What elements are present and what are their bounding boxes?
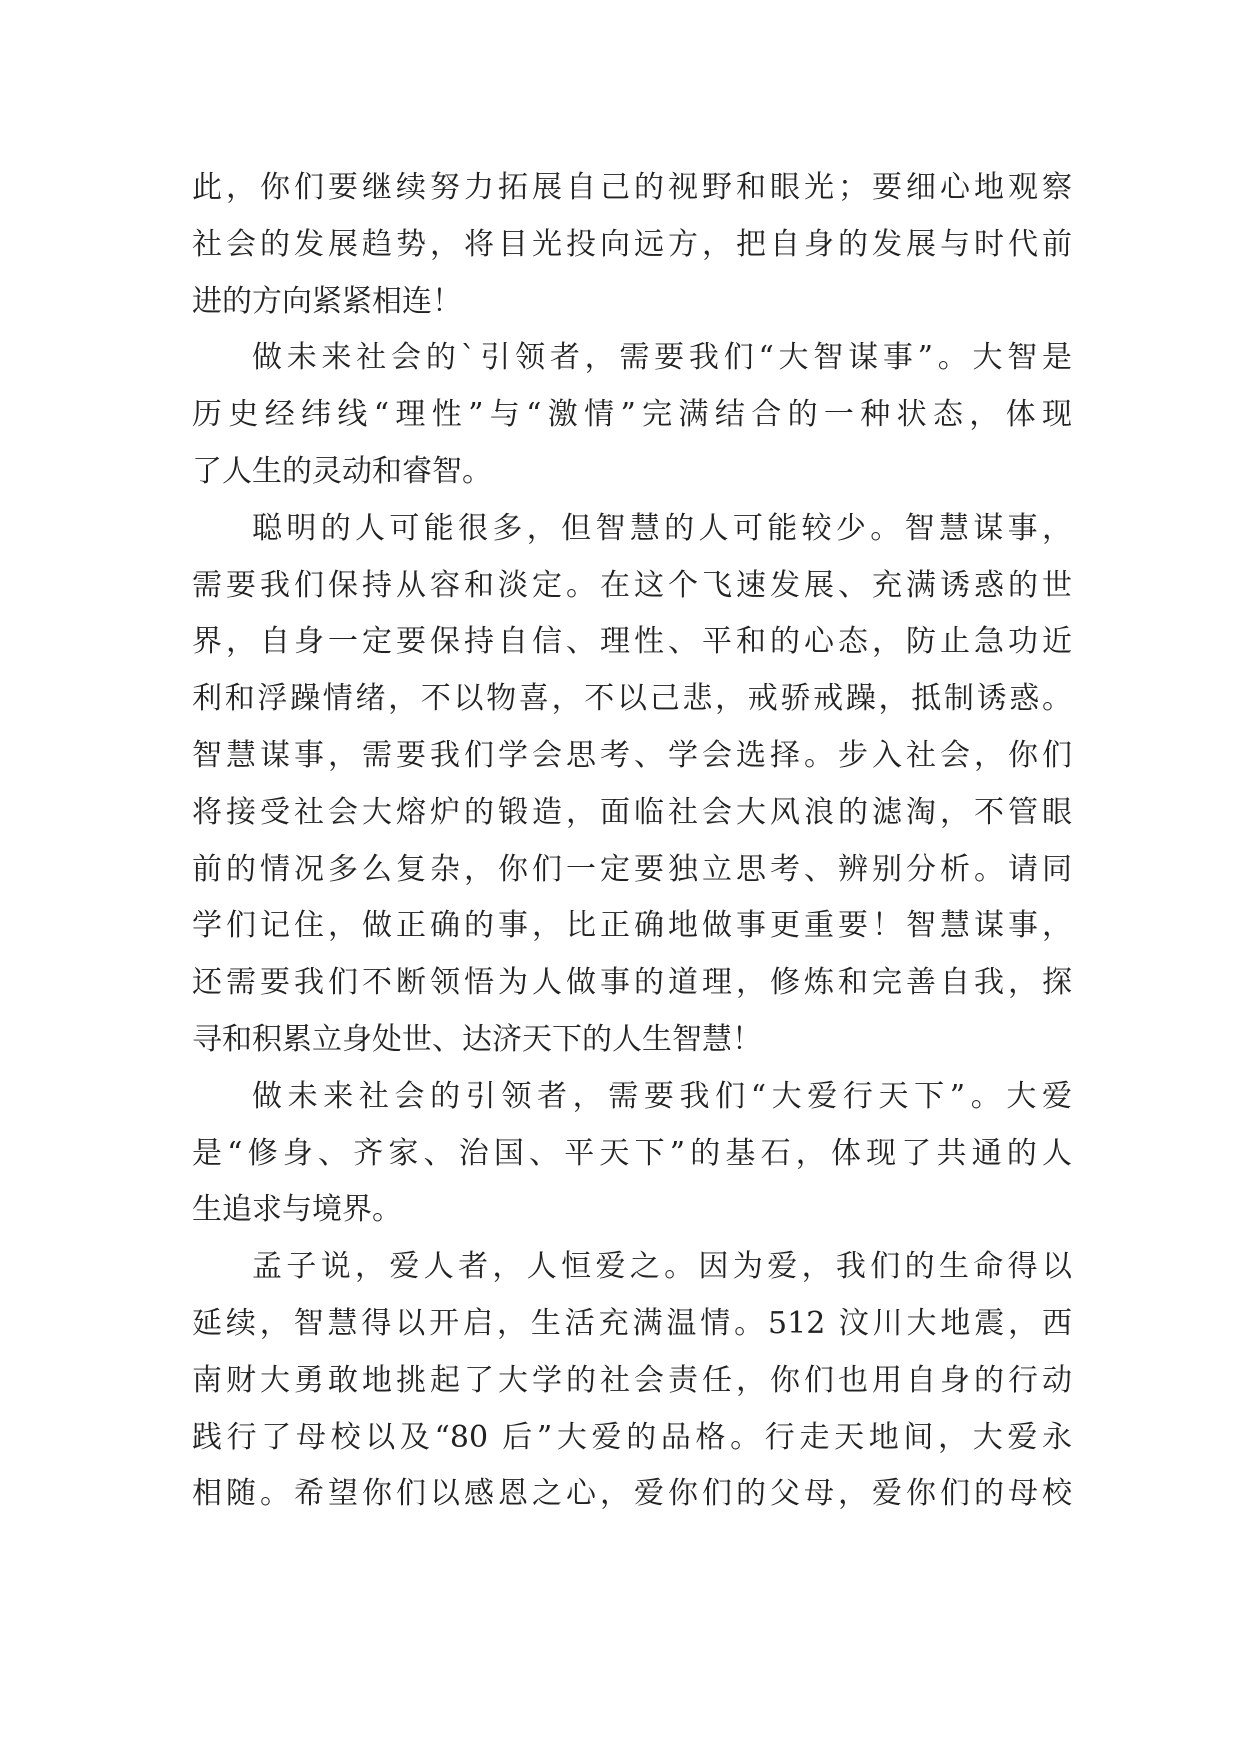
text-line: 做未来社会的`引领者，需要我们“大智谋事”。大智是 xyxy=(252,340,1072,376)
text-line: 将接受社会大熔炉的锻造，面临社会大风浪的滤淘，不管眼 xyxy=(192,794,1072,830)
text-line: 界，自身一定要保持自信、理性、平和的心态，防止急功近 xyxy=(192,624,1072,660)
text-line: 南财大勇敢地挑起了大学的社会责任，你们也用自身的行动 xyxy=(192,1362,1072,1398)
text-line: 智慧谋事，需要我们学会思考、学会选择。步入社会，你们 xyxy=(192,737,1072,773)
text-line: 社会的发展趋势，将目光投向远方，把自身的发展与时代前 xyxy=(192,226,1072,262)
text-line: 需要我们保持从容和淡定。在这个飞速发展、充满诱惑的世 xyxy=(192,567,1072,603)
text-line: 利和浮躁情绪，不以物喜，不以己悲，戒骄戒躁，抵制诱惑。 xyxy=(192,681,1072,717)
text-line: 此，你们要继续努力拓展自己的视野和眼光；要细心地观察 xyxy=(192,170,1072,205)
text-line: 历史经纬线“理性”与“激情”完满结合的一种状态，体现 xyxy=(192,397,1072,433)
text-line: 学们记住，做正确的事，比正确地做事更重要！智慧谋事， xyxy=(192,908,1072,944)
text-line: 延续，智慧得以开启，生活充满温情。512 汶川大地震，西 xyxy=(192,1305,1072,1341)
text-line: 前的情况多么复杂，你们一定要独立思考、辨别分析。请同 xyxy=(192,851,1072,887)
text-line: 践行了母校以及“80 后”大爱的品格。行走天地间，大爱永 xyxy=(192,1419,1072,1455)
text-line: 寻和积累立身处世、达济天下的人生智慧！ xyxy=(192,1021,762,1057)
text-line: 聪明的人可能很多，但智慧的人可能较少。智慧谋事， xyxy=(252,510,1072,546)
text-line: 是“修身、齐家、治国、平天下”的基石，体现了共通的人 xyxy=(192,1135,1072,1171)
body-text xyxy=(192,160,1072,1523)
text-line: 相随。希望你们以感恩之心，爱你们的父母，爱你们的母校 xyxy=(192,1476,1072,1512)
text-line: 孟子说，爱人者，人恒爱之。因为爱，我们的生命得以 xyxy=(252,1249,1072,1285)
text-line: 做未来社会的引领者，需要我们“大爱行天下”。大爱 xyxy=(252,1078,1072,1114)
text-line: 进的方向紧紧相连！ xyxy=(192,283,462,319)
text-line: 还需要我们不断领悟为人做事的道理，修炼和完善自我，探 xyxy=(192,965,1072,1001)
text-line: 了人生的灵动和睿智。 xyxy=(192,453,492,489)
text-line: 生追求与境界。 xyxy=(192,1192,402,1228)
